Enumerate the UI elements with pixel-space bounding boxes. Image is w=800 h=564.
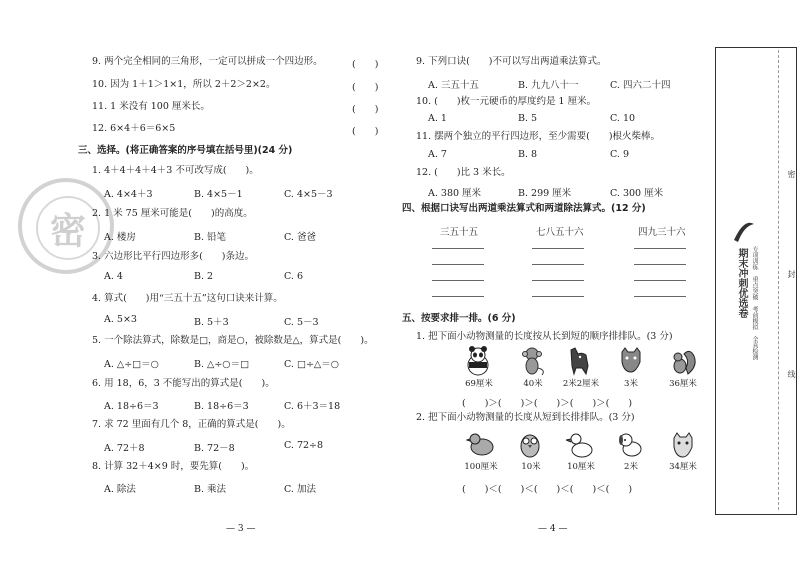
panda-icon [464, 346, 492, 376]
judge-item-11: 11. 1 米没有 100 厘米长。 [92, 101, 210, 112]
choice-stem: 8. 计算 32＋4×9 时，要先算( )。 [92, 461, 255, 472]
answer-line[interactable] [634, 280, 686, 281]
length-label: 100厘米 [464, 462, 498, 472]
option-b[interactable]: B. 2 [194, 271, 214, 282]
length-label: 10米 [521, 462, 541, 472]
option-a[interactable]: A. 1 [428, 113, 447, 124]
puppy-icon [616, 430, 646, 460]
section-4-heading: 四、根据口诀写出两道乘法算式和两道除法算式。(12 分) [402, 203, 646, 214]
section-5-heading: 五、按要求排一排。(6 分) [402, 313, 516, 324]
option-b[interactable]: B. 5＋3 [194, 317, 229, 328]
answer-line[interactable] [432, 264, 484, 265]
length-label: 40米 [523, 379, 543, 389]
length-label: 2米 [624, 462, 638, 472]
mnemonic-label: 七八五十六 [536, 227, 584, 238]
answer-line[interactable] [432, 280, 484, 281]
bird-icon [466, 430, 496, 458]
option-b[interactable]: B. 299 厘米 [518, 188, 572, 199]
right-page [398, 0, 710, 564]
option-a[interactable]: A. 三五十五 [428, 80, 479, 91]
option-b[interactable]: B. 72－8 [194, 443, 235, 454]
length-label: 34厘米 [669, 462, 697, 472]
answer-line[interactable] [532, 248, 584, 249]
option-a[interactable]: A. 4 [104, 271, 123, 282]
option-a[interactable]: A. 7 [428, 149, 447, 160]
option-c[interactable]: C. 4×5－3 [284, 189, 333, 200]
option-c[interactable]: C. 6 [284, 271, 304, 282]
length-label: 36厘米 [669, 379, 697, 389]
answer-line[interactable] [634, 264, 686, 265]
option-c[interactable]: C. 72÷8 [284, 440, 324, 451]
option-b[interactable]: B. 8 [518, 149, 538, 160]
choice-stem: 5. 一个除法算式，除数是□，商是○，被除数是△，算式是( )。 [92, 335, 374, 346]
choice-stem: 6. 用 18，6，3 不能写出的算式是( )。 [92, 378, 275, 389]
binding-label: 密 [787, 170, 796, 178]
answer-line[interactable] [432, 296, 484, 297]
choice-stem: 9. 下列口诀( )不可以写出两道乘法算式。 [416, 56, 607, 67]
answer-line[interactable] [634, 248, 686, 249]
choice-stem: 4. 算式( )用“三五十五”这句口诀来计算。 [92, 293, 283, 304]
answer-line[interactable] [532, 296, 584, 297]
section-3-heading: 三、选择。(将正确答案的序号填在括号里)(24 分) [78, 145, 293, 156]
option-b[interactable]: B. 九九八十一 [518, 80, 579, 91]
option-a[interactable]: A. 380 厘米 [428, 188, 482, 199]
judge-item-12: 12. 6×4＋6＝6×5 [92, 123, 176, 134]
length-label: 10厘米 [567, 462, 595, 472]
option-b[interactable]: B. 乘法 [194, 484, 227, 495]
order-answer[interactable]: ( )＜( )＜( )＜( )＜( ) [462, 484, 633, 495]
option-c[interactable]: C. 6＋3＝18 [284, 401, 341, 412]
option-c[interactable]: C. □÷△＝○ [284, 359, 340, 370]
option-b[interactable]: B. 4×5－1 [194, 189, 243, 200]
option-b[interactable]: B. 18÷6＝3 [194, 401, 249, 412]
option-c[interactable]: C. 9 [610, 149, 630, 160]
choice-stem: 12. ( )比 3 米长。 [416, 167, 511, 178]
mnemonic-label: 四九三十六 [638, 227, 686, 238]
option-c[interactable]: C. 5－3 [284, 317, 319, 328]
option-a[interactable]: A. 4×4＋3 [104, 189, 153, 200]
choice-stem: 3. 六边形比平行四边形多( )条边。 [92, 251, 254, 262]
option-b[interactable]: B. 5 [518, 113, 538, 124]
option-c[interactable]: C. 10 [610, 113, 636, 124]
dog-icon [566, 346, 596, 376]
length-label: 69厘米 [465, 379, 493, 389]
judge-item-9: 9. 两个完全相同的三角形，一定可以拼成一个四边形。 [92, 56, 323, 67]
option-a[interactable]: A. △÷□＝○ [104, 359, 159, 370]
choice-stem: 11. 摆两个独立的平行四边形，至少需要( )根火柴棒。 [416, 131, 661, 142]
answer-line[interactable] [432, 248, 484, 249]
option-a[interactable]: A. 72＋8 [104, 443, 145, 454]
option-b[interactable]: B. 铅笔 [194, 232, 227, 243]
page-number: — 4 — [538, 524, 568, 534]
left-page [0, 0, 398, 564]
brand-tagline: 专项训练 重点突破 考前模拟 全真检测 [751, 246, 758, 360]
binding-strip [712, 0, 800, 564]
length-label: 2米2厘米 [562, 379, 600, 389]
cat2-icon [668, 430, 698, 460]
cut-line [778, 50, 779, 510]
mnemonic-label: 三五十五 [440, 227, 479, 238]
option-c[interactable]: C. 爸爸 [284, 232, 316, 243]
owl-icon [516, 430, 544, 460]
option-c[interactable]: C. 300 厘米 [610, 188, 664, 199]
choice-stem: 1. 4＋4＋4＋4＋3 不可改写成( )。 [92, 165, 259, 176]
brand-name: 期末冲刺优选卷 [736, 248, 747, 318]
choice-stem: 7. 求 72 里面有几个 8，正确的算式是( )。 [92, 419, 291, 430]
brand-logo-icon [732, 216, 756, 246]
squirrel-icon [668, 346, 698, 376]
page-number: — 3 — [226, 524, 256, 534]
judge-item-10: 10. 因为 1＋1＞1×1，所以 2＋2＞2×2。 [92, 79, 276, 90]
task-2: 2. 把下面小动物测量的长度从短到长排排队。(3 分) [416, 412, 635, 423]
confidential-seal: 密 [18, 178, 114, 274]
answer-line[interactable] [532, 280, 584, 281]
option-b[interactable]: B. △÷○＝□ [194, 359, 250, 370]
option-a[interactable]: A. 5×3 [104, 314, 137, 325]
monkey-icon [518, 346, 546, 376]
order-answer[interactable]: ( )＞( )＞( )＞( )＞( ) [462, 398, 633, 409]
choice-stem: 2. 1 米 75 厘米可能是( )的高度。 [92, 208, 253, 219]
option-c[interactable]: C. 加法 [284, 484, 316, 495]
option-a[interactable]: A. 除法 [104, 484, 136, 495]
answer-paren[interactable]: ( ) [352, 82, 379, 93]
binding-label: 封 [787, 270, 796, 278]
answer-line[interactable] [532, 264, 584, 265]
duck-icon [566, 430, 594, 460]
task-1: 1. 把下面小动物测量的长度按从长到短的顺序排排队。(3 分) [416, 331, 673, 342]
length-label: 3米 [624, 379, 638, 389]
cat-icon [616, 346, 646, 376]
choice-stem: 10. ( )枚一元硬币的厚度约是 1 厘米。 [416, 96, 597, 107]
answer-line[interactable] [634, 296, 686, 297]
option-a[interactable]: A. 楼房 [104, 232, 136, 243]
answer-paren[interactable]: ( ) [352, 104, 379, 115]
option-a[interactable]: A. 18÷6＝3 [104, 401, 159, 412]
answer-paren[interactable]: ( ) [352, 126, 379, 137]
answer-paren[interactable]: ( ) [352, 59, 379, 70]
binding-label: 线 [787, 370, 796, 378]
option-c[interactable]: C. 四六二十四 [610, 80, 671, 91]
